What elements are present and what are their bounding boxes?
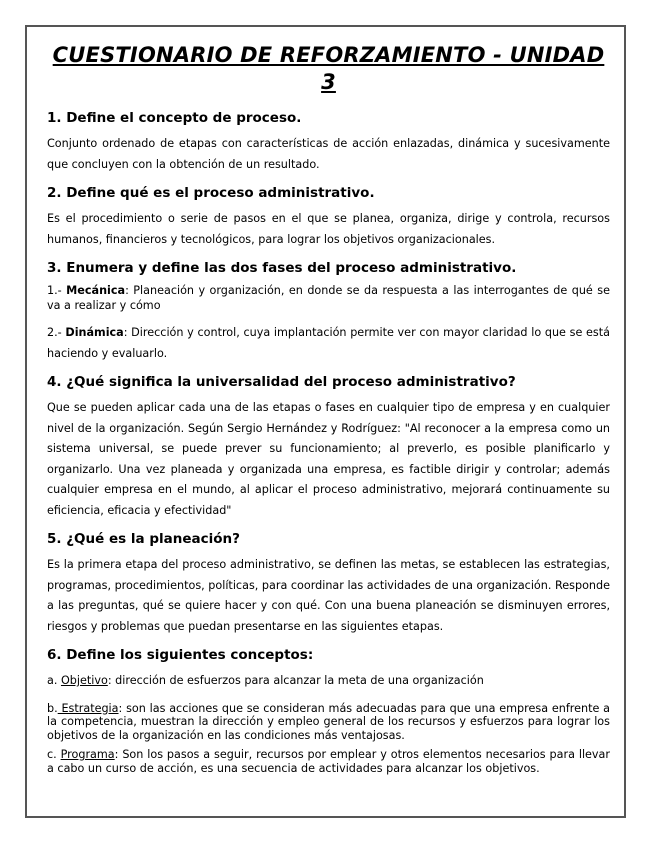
question-6: 6. Define los siguientes conceptos: [47,647,314,663]
phase-prefix: 1.- [47,284,67,297]
concept-programa [47,748,610,775]
question-3: 3. Enumera y define las dos fases del proceso administrativo. [47,260,517,276]
phase-dinamica [47,323,610,364]
concept-text: : son las acciones que se consideran más adecuadas para que una empresa enfrente a la competencia, muestran la dirección y empleo general de los recursos y esfuerzos para lograr los objetivos de la organización en las condiciones más ventajosas. [47,701,610,742]
concept-text: : dirección de esfuerzos para alcanzar la meta de una organización [107,674,484,687]
concept-estrategia [47,702,610,743]
question-5: 5. ¿Qué es la planeación? [47,531,240,547]
concept-objetivo [47,671,610,692]
concept-term: Objetivo [60,674,108,687]
phase-prefix: 2.- [47,326,66,339]
answer-4: Que se pueden aplicar cada una de las etapas o fases en cualquier tipo de empresa y en cualquier nivel de la organización. Según Sergio Hernández y Rodríguez: "Al reconocer a la empresa como un sistema universal, se puede prever su funcionamiento; al preverlo, es posible planificarlo y organizarlo. Una vez planeada y organizada una empresa, es factible dirigir y controlar; además cualquier empresa en el mundo, al aplicar el proceso administrativo, mejorará continuamente su eficiencia, eficacia y efectividad" [47,401,610,517]
phase-text: : Planeación y organización, en donde se da respuesta a las interrogantes de qué se va a realizar y cómo [47,284,610,312]
answer-5: Es la primera etapa del proceso administrativo, se definen las metas, se establecen las estrategias, programas, procedimientos, políticas, para coordinar las actividades de una organización. Responde a las preguntas, qué se quiere hacer y con qué. Con una buena planeación se disminuyen errores, riesgos y problemas que puedan presentarse en las siguientes etapas. [47,558,610,633]
answer-1: Conjunto ordenado de etapas con características de acción enlazadas, dinámica y sucesivamente que concluyen con la obtención de un resultado. [47,137,610,171]
concept-prefix: a. [47,674,61,687]
concept-prefix: c. [47,748,61,761]
phase-text: : Dirección y control, cuya implantación permite ver con mayor claridad lo que se está haciendo y evaluarlo. [47,326,610,360]
question-4: 4. ¿Qué significa la universalidad del proceso administrativo? [47,374,516,390]
concept-prefix: b. [47,701,58,715]
phase-mecanica [47,284,610,313]
concept-term: Estrategia [57,701,119,715]
document-title: CUESTIONARIO DE REFORZAMIENTO - UNIDAD 3 [52,43,605,94]
phase-term: Mecánica [66,284,126,297]
document-body [47,42,610,781]
question-2: 2. Define qué es el proceso administrativo. [47,185,375,201]
phase-term: Dinámica [65,326,124,339]
question-1: 1. Define el concepto de proceso. [47,110,302,126]
concept-term: Programa [60,748,115,761]
concept-text: : Son los pasos a seguir, recursos por emplear y otros elementos necesarios para llevar a cabo un curso de acción, es una secuencia de actividades para alcanzar los objetivos. [47,748,611,775]
answer-2: Es el procedimiento o serie de pasos en el que se planea, organiza, dirige y controla, recursos humanos, financieros y tecnológicos, para lograr los objetivos organizacionales. [47,212,610,246]
